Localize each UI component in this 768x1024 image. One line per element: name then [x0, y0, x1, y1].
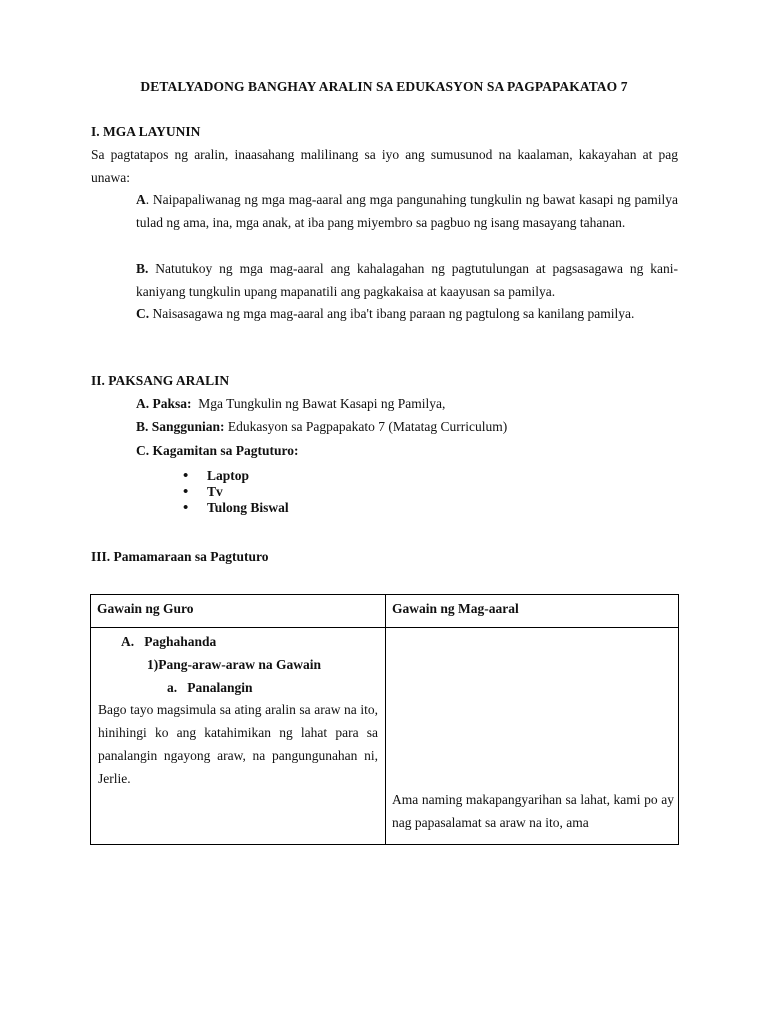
- objective-a: [136, 188, 678, 234]
- column-header-guro: Gawain ng Guro: [91, 595, 386, 628]
- teacher-activity-text: Bago tayo magsimula sa ating aralin sa araw na ito, hinihingi ko ang katahimikan ng lahat para sa panalangin ngayong araw, na pangungunahan ni, Jerlie.: [98, 702, 378, 786]
- lesson-plan-table: [90, 594, 679, 845]
- materials-list: [183, 468, 289, 516]
- objective-a-letter: A: [136, 192, 146, 207]
- objective-b-text: Natutukoy ng mga mag-aaral ang kahalagahan ng pagtutulungan at pagsasagawa ng kani-kaniyang tungkulin upang mapanatili ang pagkakaisa at kaayusan sa pamilya.: [136, 261, 678, 299]
- objective-b: [136, 257, 678, 303]
- table-row: [91, 628, 679, 845]
- section-heading-paksang-aralin: II. PAKSANG ARALIN: [91, 373, 230, 388]
- objective-b-letter: B.: [136, 261, 149, 276]
- student-activity-text: Ama naming makapangyarihan sa lahat, kami po ay nag papasalamat sa araw na ito, ama: [392, 792, 674, 830]
- section-heading-layunin: I. MGA LAYUNIN: [91, 124, 201, 139]
- table-header-row: [91, 595, 679, 628]
- list-item: • Laptop: [183, 468, 289, 484]
- paksa-value: Mga Tungkulin ng Bawat Kasapi ng Pamilya,: [191, 396, 446, 411]
- column-header-mag-aaral: Gawain ng Mag-aaral: [386, 595, 679, 628]
- sanggunian-label: B. Sanggunian:: [136, 419, 225, 434]
- kagamitan-item: [136, 443, 299, 459]
- layunin-intro: Sa pagtatapos ng aralin, inaasahang malilinang sa iyo ang sumusunod na kaalaman, kakayahan at pag unawa:: [91, 147, 678, 185]
- subheading-paghahanda: A. Paghahanda: [121, 634, 217, 649]
- paksa-label: A. Paksa:: [136, 396, 192, 411]
- sanggunian-item: [136, 419, 507, 435]
- list-item: • Tulong Biswal: [183, 500, 289, 516]
- kagamitan-label: C. Kagamitan sa Pagtuturo:: [136, 443, 299, 458]
- section-heading-pamamaraan: III. Pamamaraan sa Pagtuturo: [91, 549, 269, 564]
- teacher-cell: [91, 628, 386, 845]
- student-cell: [386, 628, 679, 845]
- sanggunian-value: Edukasyon sa Pagpapakato 7 (Matatag Curriculum): [224, 419, 508, 434]
- document-title: DETALYADONG BANGHAY ARALIN SA EDUKASYON SA PAGPAPAKATAO 7: [140, 79, 628, 94]
- objective-c-letter: C.: [136, 306, 150, 321]
- objective-c: [136, 302, 678, 325]
- paksa-item: [136, 396, 445, 412]
- objective-a-text: Naipapaliwanag ng mga mag-aaral ang mga pangunahing tungkulin ng bawat kasapi ng pamilya tulad ng ama, ina, mga anak, at iba pang miyembro sa pagbuo ng isang masayang tahanan.: [136, 192, 678, 230]
- objective-c-text: Naisasagawa ng mga mag-aaral ang iba't ibang paraan ng pagtulong sa kanilang pamilya.: [149, 306, 635, 321]
- list-item: • Tv: [183, 484, 289, 500]
- objective-a-sep: .: [145, 192, 150, 207]
- subheading-pang-araw-araw: 1)Pang-araw-araw na Gawain: [147, 657, 321, 672]
- subheading-panalangin: a. Panalangin: [167, 680, 253, 695]
